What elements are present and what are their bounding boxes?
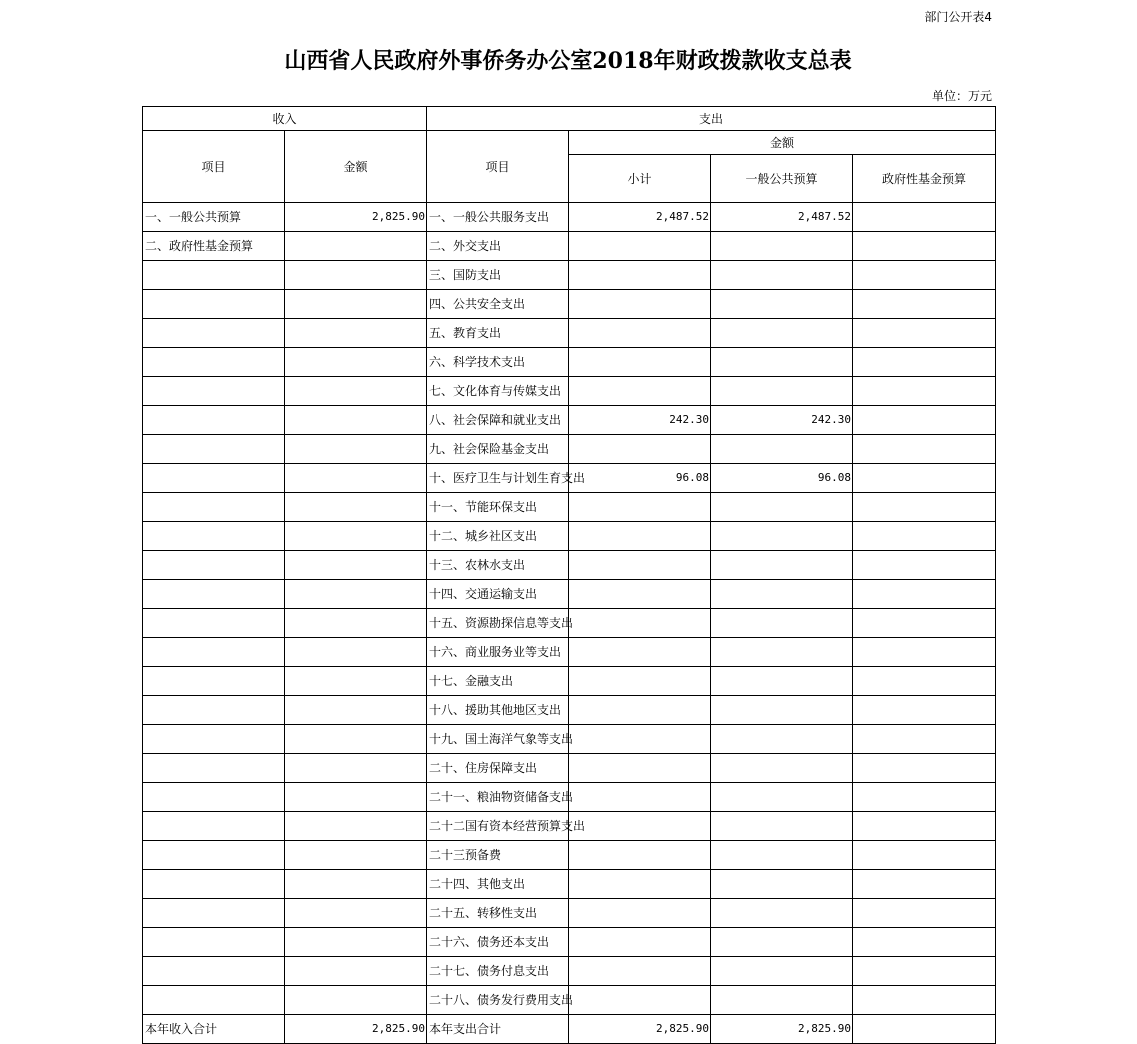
income-amount-cell: [285, 609, 427, 638]
exp-item-cell: 十一、节能环保支出: [427, 493, 569, 522]
income-item-cell: [143, 348, 285, 377]
general-budget-cell: [711, 638, 853, 667]
subtotal-cell: [569, 754, 711, 783]
income-item-header: 项目: [143, 131, 285, 203]
fund-budget-cell: [853, 377, 996, 406]
subtotal-cell: [569, 957, 711, 986]
income-amount-cell: [285, 812, 427, 841]
income-item-cell: [143, 899, 285, 928]
income-item-cell: [143, 319, 285, 348]
exp-item-cell: 五、教育支出: [427, 319, 569, 348]
fund-budget-cell: [853, 203, 996, 232]
general-budget-cell: [711, 957, 853, 986]
general-budget-cell: [711, 667, 853, 696]
income-item-cell: [143, 667, 285, 696]
income-amount-cell: [285, 638, 427, 667]
table-row: [143, 493, 996, 522]
income-header: 收入: [143, 107, 427, 131]
fund-budget-cell: [853, 493, 996, 522]
table-row: [143, 725, 996, 754]
general-budget-cell: [711, 870, 853, 899]
table-row: [143, 435, 996, 464]
income-item-cell: [143, 580, 285, 609]
subtotal-cell: [569, 435, 711, 464]
subtotal-cell: [569, 609, 711, 638]
income-item-cell: [143, 870, 285, 899]
table-row: [143, 870, 996, 899]
income-item-cell: [143, 928, 285, 957]
income-item-cell: [143, 464, 285, 493]
exp-item-cell: 十六、商业服务业等支出: [427, 638, 569, 667]
subtotal-header: 小计: [569, 155, 711, 203]
subtotal-cell: [569, 812, 711, 841]
subtotal-cell: [569, 261, 711, 290]
table-row: [143, 957, 996, 986]
table-row: [143, 609, 996, 638]
exp-item-cell: 三、国防支出: [427, 261, 569, 290]
subtotal-cell: [569, 232, 711, 261]
exp-item-cell: 八、社会保障和就业支出: [427, 406, 569, 435]
subtotal-cell: [569, 319, 711, 348]
general-budget-cell: [711, 754, 853, 783]
subtotal-cell: 2,825.90: [569, 1015, 711, 1044]
subtotal-cell: [569, 696, 711, 725]
income-amount-cell: [285, 464, 427, 493]
income-item-cell: [143, 957, 285, 986]
income-amount-cell: [285, 406, 427, 435]
income-item-cell: [143, 609, 285, 638]
exp-item-cell: 二十三预备费: [427, 841, 569, 870]
income-item-cell: [143, 696, 285, 725]
income-item-cell: 二、政府性基金预算: [143, 232, 285, 261]
general-budget-cell: [711, 725, 853, 754]
exp-item-cell: 二十五、转移性支出: [427, 899, 569, 928]
subtotal-cell: 2,487.52: [569, 203, 711, 232]
exp-item-cell: 十九、国土海洋气象等支出: [427, 725, 569, 754]
general-budget-cell: [711, 377, 853, 406]
income-amount-cell: [285, 493, 427, 522]
table-row: [143, 812, 996, 841]
subtotal-cell: 242.30: [569, 406, 711, 435]
income-amount-header: 金额: [285, 131, 427, 203]
general-budget-cell: [711, 493, 853, 522]
exp-item-cell: 九、社会保险基金支出: [427, 435, 569, 464]
exp-item-cell: 十四、交通运输支出: [427, 580, 569, 609]
fund-budget-cell: [853, 928, 996, 957]
fund-budget-cell: [853, 435, 996, 464]
income-amount-cell: [285, 783, 427, 812]
exp-item-cell: 十三、农林水支出: [427, 551, 569, 580]
income-amount-cell: [285, 696, 427, 725]
income-item-cell: [143, 493, 285, 522]
table-row: [143, 319, 996, 348]
income-amount-cell: [285, 754, 427, 783]
subtotal-cell: [569, 986, 711, 1015]
fund-budget-cell: [853, 812, 996, 841]
income-item-cell: 一、一般公共预算: [143, 203, 285, 232]
fund-budget-cell: [853, 696, 996, 725]
income-amount-cell: [285, 957, 427, 986]
table-row: [143, 841, 996, 870]
table-row: [143, 899, 996, 928]
general-budget-cell: 2,487.52: [711, 203, 853, 232]
unit-label: 单位：万元: [931, 89, 992, 103]
income-amount-cell: [285, 551, 427, 580]
income-amount-cell: [285, 522, 427, 551]
income-amount-cell: [285, 986, 427, 1015]
income-item-cell: [143, 754, 285, 783]
subtotal-cell: [569, 290, 711, 319]
fund-budget-cell: [853, 464, 996, 493]
income-item-cell: [143, 638, 285, 667]
subtotal-cell: 96.08: [569, 464, 711, 493]
income-item-cell: [143, 290, 285, 319]
general-budget-cell: 2,825.90: [711, 1015, 853, 1044]
exp-item-cell: 一、一般公共服务支出: [427, 203, 569, 232]
fund-budget-cell: [853, 580, 996, 609]
expenditure-header: 支出: [427, 107, 996, 131]
table-row: [143, 203, 996, 232]
table-row: [143, 783, 996, 812]
exp-item-cell: 二十六、债务还本支出: [427, 928, 569, 957]
exp-item-header: 项目: [427, 131, 569, 203]
income-amount-cell: [285, 870, 427, 899]
fund-budget-cell: [853, 899, 996, 928]
general-budget-cell: [711, 986, 853, 1015]
header-row-1: [143, 107, 996, 131]
fund-budget-cell: [853, 290, 996, 319]
exp-item-cell: 本年支出合计: [427, 1015, 569, 1044]
fund-budget-header: 政府性基金预算: [853, 155, 996, 203]
general-budget-cell: [711, 899, 853, 928]
fund-budget-cell: [853, 725, 996, 754]
income-item-cell: 本年收入合计: [143, 1015, 285, 1044]
general-budget-cell: [711, 319, 853, 348]
income-amount-cell: [285, 928, 427, 957]
fund-budget-cell: [853, 232, 996, 261]
general-budget-cell: [711, 580, 853, 609]
general-budget-cell: [711, 435, 853, 464]
exp-item-cell: 六、科学技术支出: [427, 348, 569, 377]
table-row: [143, 261, 996, 290]
fund-budget-cell: [853, 348, 996, 377]
subtotal-cell: [569, 580, 711, 609]
income-amount-cell: 2,825.90: [285, 203, 427, 232]
income-amount-cell: [285, 290, 427, 319]
general-budget-cell: [711, 551, 853, 580]
form-number: 部门公开表4: [924, 10, 992, 24]
exp-item-cell: 十二、城乡社区支出: [427, 522, 569, 551]
general-budget-cell: 96.08: [711, 464, 853, 493]
exp-item-cell: 二十二国有资本经营预算支出: [427, 812, 569, 841]
finance-table: [142, 106, 996, 1044]
fund-budget-cell: [853, 986, 996, 1015]
income-amount-cell: 2,825.90: [285, 1015, 427, 1044]
general-budget-cell: [711, 812, 853, 841]
table-row: [143, 406, 996, 435]
income-amount-cell: [285, 319, 427, 348]
general-budget-cell: [711, 696, 853, 725]
exp-item-cell: 二十八、债务发行费用支出: [427, 986, 569, 1015]
table-row: [143, 638, 996, 667]
subtotal-cell: [569, 725, 711, 754]
subtotal-cell: [569, 377, 711, 406]
general-budget-cell: [711, 841, 853, 870]
exp-item-cell: 二十四、其他支出: [427, 870, 569, 899]
fund-budget-cell: [853, 319, 996, 348]
income-amount-cell: [285, 725, 427, 754]
table-row: [143, 986, 996, 1015]
table-row: [143, 580, 996, 609]
general-budget-cell: [711, 928, 853, 957]
fund-budget-cell: [853, 406, 996, 435]
subtotal-cell: [569, 899, 711, 928]
general-budget-cell: [711, 261, 853, 290]
general-budget-cell: [711, 290, 853, 319]
general-budget-cell: [711, 783, 853, 812]
table-row: [143, 551, 996, 580]
fund-budget-cell: [853, 638, 996, 667]
income-amount-cell: [285, 232, 427, 261]
table-row: [143, 928, 996, 957]
subtotal-cell: [569, 638, 711, 667]
exp-item-cell: 二十七、债务付息支出: [427, 957, 569, 986]
exp-amount-header: 金额: [569, 131, 996, 155]
table-row: [143, 377, 996, 406]
exp-item-cell: 四、公共安全支出: [427, 290, 569, 319]
table-row: [143, 464, 996, 493]
table-row: [143, 348, 996, 377]
income-amount-cell: [285, 435, 427, 464]
income-item-cell: [143, 522, 285, 551]
subtotal-cell: [569, 522, 711, 551]
exp-item-cell: 七、文化体育与传媒支出: [427, 377, 569, 406]
header-row-2: [143, 131, 996, 155]
fund-budget-cell: [853, 754, 996, 783]
exp-item-cell: 十五、资源勘探信息等支出: [427, 609, 569, 638]
fund-budget-cell: [853, 261, 996, 290]
income-item-cell: [143, 725, 285, 754]
income-amount-cell: [285, 580, 427, 609]
table-row: [143, 696, 996, 725]
subtotal-cell: [569, 348, 711, 377]
income-amount-cell: [285, 841, 427, 870]
general-budget-cell: [711, 348, 853, 377]
table-row: [143, 290, 996, 319]
fund-budget-cell: [853, 1015, 996, 1044]
exp-item-cell: 二、外交支出: [427, 232, 569, 261]
subtotal-cell: [569, 493, 711, 522]
exp-item-cell: 十、医疗卫生与计划生育支出: [427, 464, 569, 493]
income-item-cell: [143, 261, 285, 290]
income-amount-cell: [285, 348, 427, 377]
exp-item-cell: 十八、援助其他地区支出: [427, 696, 569, 725]
fund-budget-cell: [853, 551, 996, 580]
page-title: 山西省人民政府外事侨务办公室2018年财政拨款收支总表: [284, 48, 852, 74]
income-amount-cell: [285, 899, 427, 928]
income-item-cell: [143, 377, 285, 406]
fund-budget-cell: [853, 522, 996, 551]
fund-budget-cell: [853, 841, 996, 870]
income-item-cell: [143, 812, 285, 841]
subtotal-cell: [569, 551, 711, 580]
fund-budget-cell: [853, 783, 996, 812]
subtotal-cell: [569, 841, 711, 870]
general-budget-cell: [711, 609, 853, 638]
income-item-cell: [143, 435, 285, 464]
income-amount-cell: [285, 667, 427, 696]
table-row: [143, 754, 996, 783]
income-amount-cell: [285, 261, 427, 290]
general-budget-header: 一般公共预算: [711, 155, 853, 203]
exp-item-cell: 二十一、粮油物资储备支出: [427, 783, 569, 812]
income-item-cell: [143, 841, 285, 870]
general-budget-cell: [711, 522, 853, 551]
income-item-cell: [143, 986, 285, 1015]
total-row: [143, 1015, 996, 1044]
fund-budget-cell: [853, 667, 996, 696]
exp-item-cell: 二十、住房保障支出: [427, 754, 569, 783]
income-item-cell: [143, 783, 285, 812]
general-budget-cell: 242.30: [711, 406, 853, 435]
table-row: [143, 232, 996, 261]
subtotal-cell: [569, 870, 711, 899]
income-item-cell: [143, 551, 285, 580]
income-item-cell: [143, 406, 285, 435]
subtotal-cell: [569, 928, 711, 957]
general-budget-cell: [711, 232, 853, 261]
fund-budget-cell: [853, 609, 996, 638]
subtotal-cell: [569, 667, 711, 696]
table-row: [143, 522, 996, 551]
income-amount-cell: [285, 377, 427, 406]
fund-budget-cell: [853, 870, 996, 899]
fund-budget-cell: [853, 957, 996, 986]
exp-item-cell: 十七、金融支出: [427, 667, 569, 696]
subtotal-cell: [569, 783, 711, 812]
table-row: [143, 667, 996, 696]
